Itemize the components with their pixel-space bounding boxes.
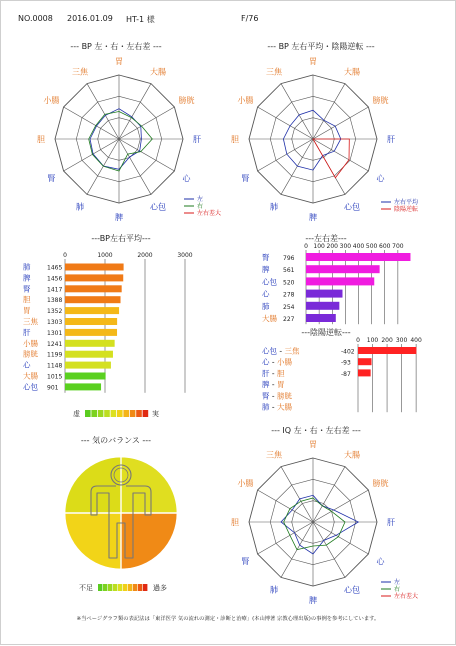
lr-diff-xtick: 400 (352, 243, 365, 250)
bp-avg-bar (65, 318, 117, 325)
yinyang-bar (358, 358, 372, 365)
iq_lrdiff-spoke (313, 522, 345, 577)
bp-avg-bar (65, 296, 121, 303)
radar-axis-label: 三焦 (266, 67, 282, 77)
radar-axis-label: 胃 (309, 57, 317, 66)
bp-avg-scale-swatch (123, 410, 129, 417)
bp-avg-category: 大腸 (23, 371, 38, 381)
bp_avg_yinyang-spoke (313, 107, 368, 139)
iq_lrdiff-spoke (313, 490, 368, 522)
iq_lrdiff-spoke (313, 467, 345, 522)
radar-axis-label: 胃 (115, 57, 123, 66)
footer-note: ※当ページグラフ類の表記法は「東洋医学 気の流れの測定・診断と治療」(本山博著 宗教心理出版)の事例を参考にしています。 (76, 616, 380, 622)
lr-diff-bar (306, 253, 410, 261)
lr-diff-xtick: 200 (326, 243, 338, 250)
radar-axis-label: 胆 (231, 135, 239, 144)
legend-label: 左右差大 (394, 593, 419, 600)
radar-axis-label: 心包 (344, 585, 360, 595)
bp-avg-scale-swatch (130, 410, 136, 417)
lr-diff-bar (306, 277, 374, 285)
bp-avg-scale-swatch (91, 410, 97, 417)
lr-diff-bar (306, 302, 339, 310)
ki-scale-swatch (128, 584, 132, 591)
radar-axis-label: 小腸 (43, 96, 60, 105)
radar-axis-label: 胆 (231, 518, 239, 527)
bp_avg_yinyang-spoke (281, 139, 313, 194)
bp-avg-xtick: 3000 (177, 252, 193, 259)
bp-avg-xtick: 0 (63, 252, 67, 259)
yinyang-category: 心包 - 三焦 (262, 346, 300, 356)
ki-balance-slice (121, 457, 177, 513)
bp-avg-scale-swatch (104, 410, 110, 417)
radar-axis-label: 肺 (76, 202, 84, 212)
bp-avg-bar (65, 274, 123, 281)
bp-avg-bar (65, 383, 101, 390)
bp-avg-bar (65, 340, 115, 347)
bp-avg-bar (65, 329, 117, 336)
lr-diff-bar (306, 290, 342, 298)
bp-avg-category: 脾 (23, 273, 31, 283)
bp-avg-bar (65, 285, 122, 292)
scale-label-low: 虚 (73, 410, 80, 418)
yinyang-category: 腎 - 膀胱 (262, 391, 292, 401)
radar-axis-label: 腎 (241, 174, 250, 183)
bp-avg-bar (65, 362, 111, 369)
radar-axis-label: 心 (376, 174, 385, 183)
yinyang-category: 肝 - 胆 (262, 368, 285, 378)
yinyang-bar (358, 347, 416, 354)
ki-scale-swatch (113, 584, 117, 591)
ki-scale-swatch (103, 584, 107, 591)
radar-axis-label: 肺 (270, 202, 278, 212)
bp_avg_yinyang-spoke (281, 84, 313, 139)
ki-scale-swatch (98, 584, 102, 591)
radar-axis-label: 膀胱 (372, 479, 389, 488)
bp-avg-value: 1465 (47, 264, 63, 272)
ki-scale-swatch (133, 584, 137, 591)
bp-avg-bar (65, 264, 124, 271)
yinyang-category: 心 - 小腸 (262, 357, 292, 367)
bp-avg-category: 肝 (23, 327, 31, 337)
yinyang-xtick: 200 (381, 337, 393, 344)
ki-label-excess: 過多 (153, 584, 167, 592)
ki-balance-slice (65, 513, 121, 569)
lr-diff-bar (306, 265, 380, 273)
radar-axis-label: 肝 (387, 135, 395, 144)
radar-axis-label: 胆 (37, 135, 45, 144)
bp-avg-scale-swatch (85, 410, 91, 417)
yinyang-value: -93 (341, 359, 351, 367)
yinyang-xtick: 400 (410, 337, 422, 344)
bp-avg-category: 三焦 (23, 317, 38, 326)
ki-label-deficit: 不足 (79, 584, 93, 592)
bp-avg-value: 1199 (47, 351, 63, 359)
bp-avg-category: 心包 (23, 382, 38, 392)
bp-avg-scale-swatch (98, 410, 104, 417)
bp-avg-value: 901 (47, 384, 59, 392)
lr-diff-value: 227 (283, 316, 295, 323)
lr-diff-value: 520 (283, 279, 295, 287)
radar-axis-label: 大腸 (344, 450, 360, 460)
lr-diff-bar (306, 314, 336, 322)
yinyang-xtick: 300 (395, 337, 408, 344)
yinyang-bar (358, 369, 371, 376)
bp-avg-scale-swatch (136, 410, 142, 417)
bp-avg-value: 1301 (47, 329, 63, 337)
yinyang-xtick: 100 (366, 337, 379, 344)
bp-avg-value: 1015 (47, 373, 63, 381)
ki-balance-title: --- 気のバランス --- (80, 436, 152, 445)
radar-axis-label: 心包 (344, 202, 360, 212)
lr-diff-category: 脾 (262, 265, 270, 275)
ki-scale-swatch (118, 584, 122, 591)
ki-scale-swatch (143, 584, 147, 591)
lr-diff-value: 561 (283, 267, 295, 275)
yinyang-category: 脾 - 胃 (262, 380, 285, 390)
scale-label-high: 実 (152, 410, 159, 418)
lr-diff-value: 278 (283, 291, 295, 299)
lr-diff-category: 心 (262, 289, 270, 299)
legend-label: 陰陽逆転 (394, 206, 419, 213)
bp-avg-bar (65, 307, 119, 314)
yinyang-value: -87 (341, 370, 351, 378)
bp-avg-bar-title: ---BP左右平均--- (91, 234, 151, 243)
bp-avg-category: 胆 (23, 295, 31, 305)
iq-lr-title: --- IQ 左・右・左右差 --- (271, 426, 361, 435)
bp-avg-scale-swatch (111, 410, 117, 417)
radar-axis-label: 肺 (270, 585, 278, 595)
bp-avg-value: 1352 (47, 308, 63, 316)
bp-avg-xtick: 2000 (137, 252, 153, 259)
bp-avg-category: 腎 (23, 284, 31, 294)
sex-age: F/76 (241, 14, 259, 23)
lr-diff-category: 腎 (262, 253, 270, 262)
ki-balance-slice (121, 513, 177, 569)
bp-avg-value: 1148 (47, 362, 63, 370)
lr-diff-category: 肺 (262, 301, 270, 311)
legend-label: 左 (394, 579, 401, 586)
radar-axis-label: 肝 (193, 135, 201, 144)
bp-avg-scale-swatch (117, 410, 123, 417)
bp-avg-scale-swatch (143, 410, 149, 417)
bp-avg-category: 膀胱 (23, 349, 38, 359)
radar-axis-label: 膀胱 (372, 96, 389, 105)
radar-axis-label: 心 (376, 557, 385, 566)
lr-diff-xtick: 700 (392, 243, 404, 250)
bp-avg-value: 1303 (47, 319, 63, 326)
patient-name: HT-1 様 (126, 15, 155, 24)
bp-avg-yinyang-title: --- BP 左右平均・陰陽逆転 --- (267, 42, 375, 51)
bp-avg-bar (65, 351, 113, 358)
radar-axis-label: 心包 (150, 202, 166, 212)
lr-diff-xtick: 300 (339, 243, 352, 250)
yinyang-bar-title: ---陰陽逆転--- (301, 328, 351, 337)
bp-avg-category: 心 (23, 360, 31, 370)
radar-axis-label: 脾 (309, 596, 317, 605)
radar-series-1 (313, 139, 349, 178)
legend-label: 左右平均 (394, 199, 419, 206)
ki-scale-swatch (123, 584, 127, 591)
bp-avg-value: 1241 (47, 340, 63, 348)
bp_lrdiff-spoke (119, 107, 174, 139)
bp-lr-title: --- BP 左・右・左右差 --- (70, 42, 162, 51)
bp-avg-xtick: 1000 (97, 252, 113, 259)
radar-axis-label: 小腸 (237, 479, 254, 488)
record-number: NO.0008 (18, 14, 53, 23)
radar-axis-label: 三焦 (72, 67, 88, 77)
bp-avg-category: 小腸 (23, 338, 38, 348)
lr-diff-bar-title: ---左右差--- (305, 234, 347, 243)
lr-diff-xtick: 500 (365, 243, 378, 250)
radar-axis-label: 肝 (387, 518, 395, 527)
bp_avg_yinyang-spoke (258, 139, 313, 171)
bp_avg_yinyang-spoke (258, 107, 313, 139)
bp_avg_yinyang-spoke (313, 139, 368, 171)
radar-axis-label: 腎 (47, 174, 56, 183)
radar-axis-label: 脾 (309, 213, 317, 222)
radar-axis-label: 大腸 (150, 67, 166, 77)
legend-label: 右 (394, 586, 401, 593)
legend-label: 左右差大 (197, 210, 222, 217)
radar-axis-label: 腎 (241, 557, 250, 566)
radar-axis-label: 心 (182, 174, 191, 183)
lr-diff-category: 心包 (262, 277, 277, 287)
ki-scale-swatch (138, 584, 142, 591)
yinyang-xtick: 0 (356, 337, 360, 344)
radar-axis-label: 脾 (115, 213, 123, 222)
ki-scale-swatch (108, 584, 112, 591)
legend-label: 左 (197, 196, 204, 203)
lr-diff-xtick: 100 (313, 243, 325, 250)
iq_lrdiff-spoke (258, 522, 313, 554)
bp-avg-bar (65, 373, 106, 380)
lr-diff-value: 254 (283, 303, 295, 311)
lr-diff-xtick: 0 (304, 243, 308, 250)
iq_lrdiff-spoke (313, 522, 368, 554)
radar-axis-label: 膀胱 (178, 96, 195, 105)
bp-avg-category: 胃 (23, 306, 31, 316)
record-date: 2016.01.09 (67, 14, 113, 23)
lr-diff-category: 大腸 (262, 314, 277, 323)
radar-axis-label: 小腸 (237, 96, 254, 105)
radar-axis-label: 胃 (309, 440, 317, 449)
lr-diff-xtick: 600 (379, 243, 391, 250)
bp-avg-value: 1388 (47, 297, 63, 305)
charts-canvas (1, 1, 456, 646)
bp_lrdiff-spoke (119, 139, 151, 194)
lr-diff-value: 796 (283, 255, 295, 262)
yinyang-category: 肺 - 大腸 (262, 402, 292, 412)
iq_lrdiff-spoke (281, 467, 313, 522)
bp-avg-value: 1417 (47, 286, 63, 294)
bp-avg-value: 1456 (47, 275, 63, 283)
yinyang-value: -402 (341, 348, 355, 356)
bp-avg-category: 肺 (23, 262, 31, 272)
radar-axis-label: 大腸 (344, 67, 360, 77)
ki-balance-slice (65, 457, 121, 513)
radar-axis-label: 三焦 (266, 450, 282, 460)
legend-label: 右 (197, 203, 204, 210)
bp_avg_yinyang-spoke (313, 84, 345, 139)
